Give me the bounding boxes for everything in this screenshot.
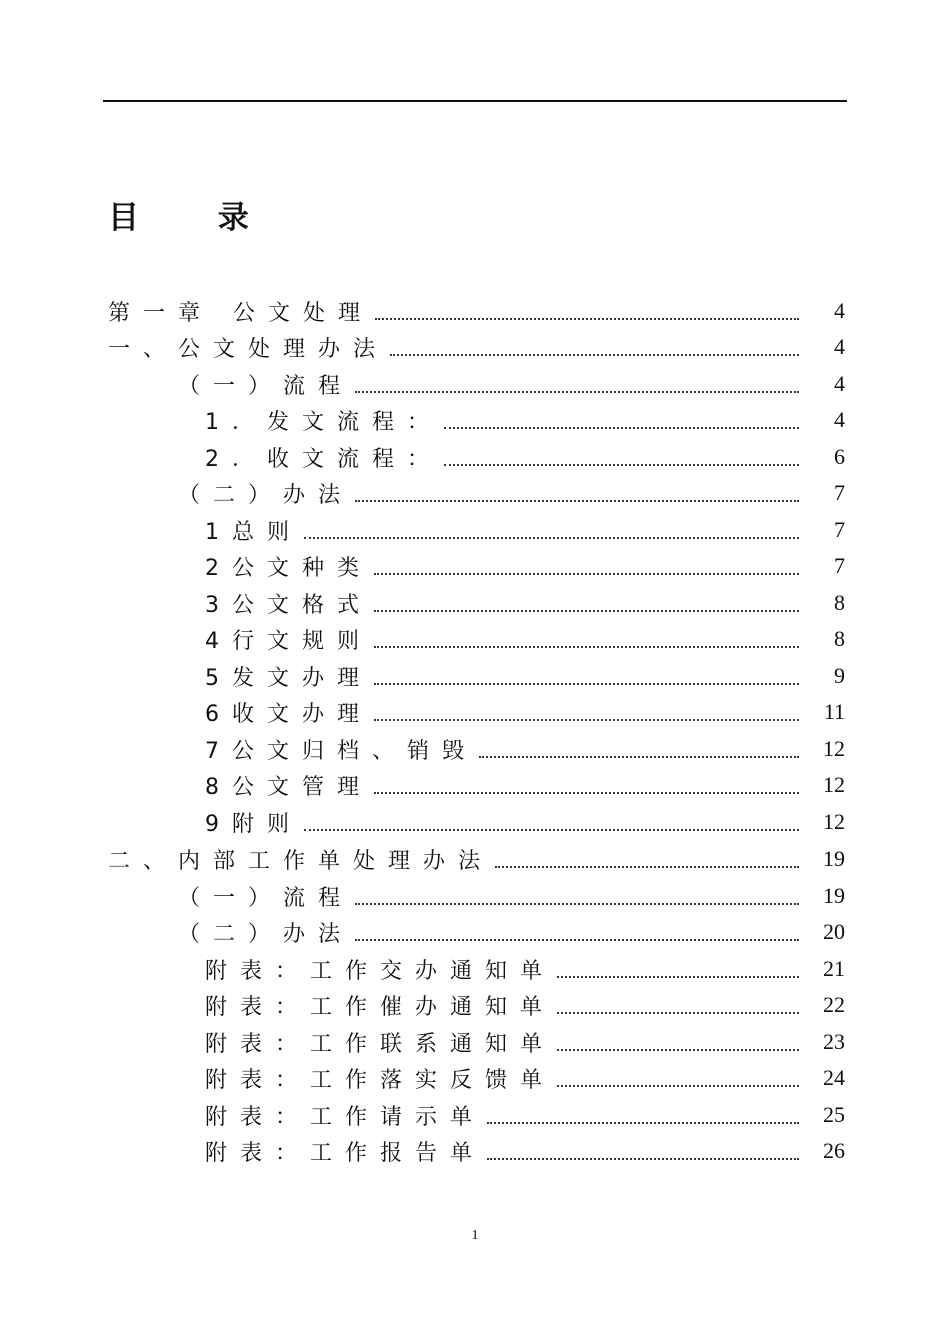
toc-entry-label: 6收文办理 [205,701,372,727]
dot-leader [374,573,799,575]
dot-leader [444,427,799,429]
toc-entry-label: （一）流程 [178,885,354,911]
toc-entry-page: 21 [823,956,845,981]
toc-entry-label: 附表：工作交办通知单 [205,958,556,984]
dot-leader [495,866,799,868]
toc-entry-page: 4 [834,334,845,359]
dot-leader [355,939,799,941]
toc-entry-page: 8 [834,590,845,615]
toc-entry-page: 12 [823,736,845,761]
toc-entry-page: 19 [823,846,845,871]
dot-leader [479,756,799,758]
dot-leader [355,500,799,502]
dot-leader [444,464,799,466]
toc-entry-page: 12 [823,772,845,797]
toc-entry-label: 附表：工作催办通知单 [205,994,556,1020]
toc-entry-page: 4 [834,407,845,432]
toc-entry[interactable] [205,1060,845,1096]
toc-entry[interactable] [178,878,845,914]
toc-entry-page: 23 [823,1029,845,1054]
toc-entry-label: 3公文格式 [205,592,372,618]
toc-entry[interactable] [178,475,845,511]
toc-entry[interactable] [108,841,845,877]
toc-entry-label: 1总则 [205,519,302,545]
toc-entry[interactable] [205,658,845,694]
page-number: 1 [471,1228,479,1243]
dot-leader [304,829,799,831]
toc-entry-page: 26 [823,1138,845,1163]
toc-entry-page: 25 [823,1102,845,1127]
dot-leader [304,537,799,539]
toc-entry-page: 4 [834,298,845,323]
toc-entry-page: 11 [823,699,845,724]
toc-entry-label: 附表：工作落实反馈单 [205,1067,556,1093]
toc-entry[interactable] [205,439,845,475]
toc-title: 目 录 [108,200,283,236]
toc-entry-page: 4 [834,371,845,396]
dot-leader [557,1012,799,1014]
toc-entry-label: 1．发文流程： [205,409,442,435]
toc-entry[interactable] [205,585,845,621]
toc-entry[interactable] [205,621,845,657]
toc-entry-label: 9附则 [205,811,302,837]
toc-entry-page: 19 [823,883,845,908]
toc-entry[interactable] [178,366,845,402]
toc-entry-label: 2公文种类 [205,555,372,581]
toc-entry-page: 7 [834,517,845,542]
toc-entry-page: 24 [823,1065,845,1090]
dot-leader [374,719,799,721]
header-rule [103,100,847,102]
toc-entry-page: 20 [823,919,845,944]
dot-leader [374,683,799,685]
toc-entry-label: 附表：工作报告单 [205,1140,486,1166]
dot-leader [355,391,799,393]
dot-leader [355,903,799,905]
toc-entry[interactable] [205,767,845,803]
dot-leader [375,318,799,320]
toc-entry-label: 二、内部工作单处理办法 [108,848,494,874]
toc-entry[interactable] [178,914,845,950]
toc-entry-label: 附表：工作请示单 [205,1104,486,1130]
dot-leader [374,792,799,794]
dot-leader [487,1158,799,1160]
toc-entry-label: 8公文管理 [205,774,372,800]
toc-entry-page: 6 [834,444,845,469]
toc-entry-label: 附表：工作联系通知单 [205,1031,556,1057]
toc-entry-page: 22 [823,992,845,1017]
dot-leader [557,976,799,978]
dot-leader [557,1049,799,1051]
toc-entry-label: 一、公文处理办法 [108,336,389,362]
toc-entry[interactable] [205,694,845,730]
toc-entry-label: 4行文规则 [205,628,372,654]
toc-entry[interactable] [205,731,845,767]
toc-entry-label: （一）流程 [178,373,354,399]
toc-entry-page: 12 [823,809,845,834]
dot-leader [487,1122,799,1124]
dot-leader [557,1085,799,1087]
toc-entry[interactable] [108,329,845,365]
toc-entry-label: 第一章 公文处理 [108,300,373,326]
toc-entry-page: 9 [834,663,845,688]
toc-entry[interactable] [205,512,845,548]
toc-entry-label: 5发文办理 [205,665,372,691]
toc-entry[interactable] [205,1133,845,1169]
toc-entry[interactable] [205,951,845,987]
dot-leader [374,610,799,612]
toc-entry-page: 7 [834,553,845,578]
toc-entry[interactable] [205,548,845,584]
toc-entry-label: 2．收文流程： [205,446,442,472]
toc-entry[interactable] [205,1024,845,1060]
toc-entry[interactable] [205,1097,845,1133]
toc-entry-page: 7 [834,480,845,505]
toc-entry[interactable] [108,293,845,329]
toc-entry[interactable] [205,987,845,1023]
dot-leader [374,646,799,648]
toc-entry-label: （二）办法 [178,921,354,947]
toc-entry[interactable] [205,402,845,438]
toc-entry-page: 8 [834,626,845,651]
toc-entry-label: 7公文归档、销毁 [205,738,477,764]
toc-entry-label: （二）办法 [178,482,354,508]
toc-entry[interactable] [205,804,845,840]
dot-leader [390,354,799,356]
